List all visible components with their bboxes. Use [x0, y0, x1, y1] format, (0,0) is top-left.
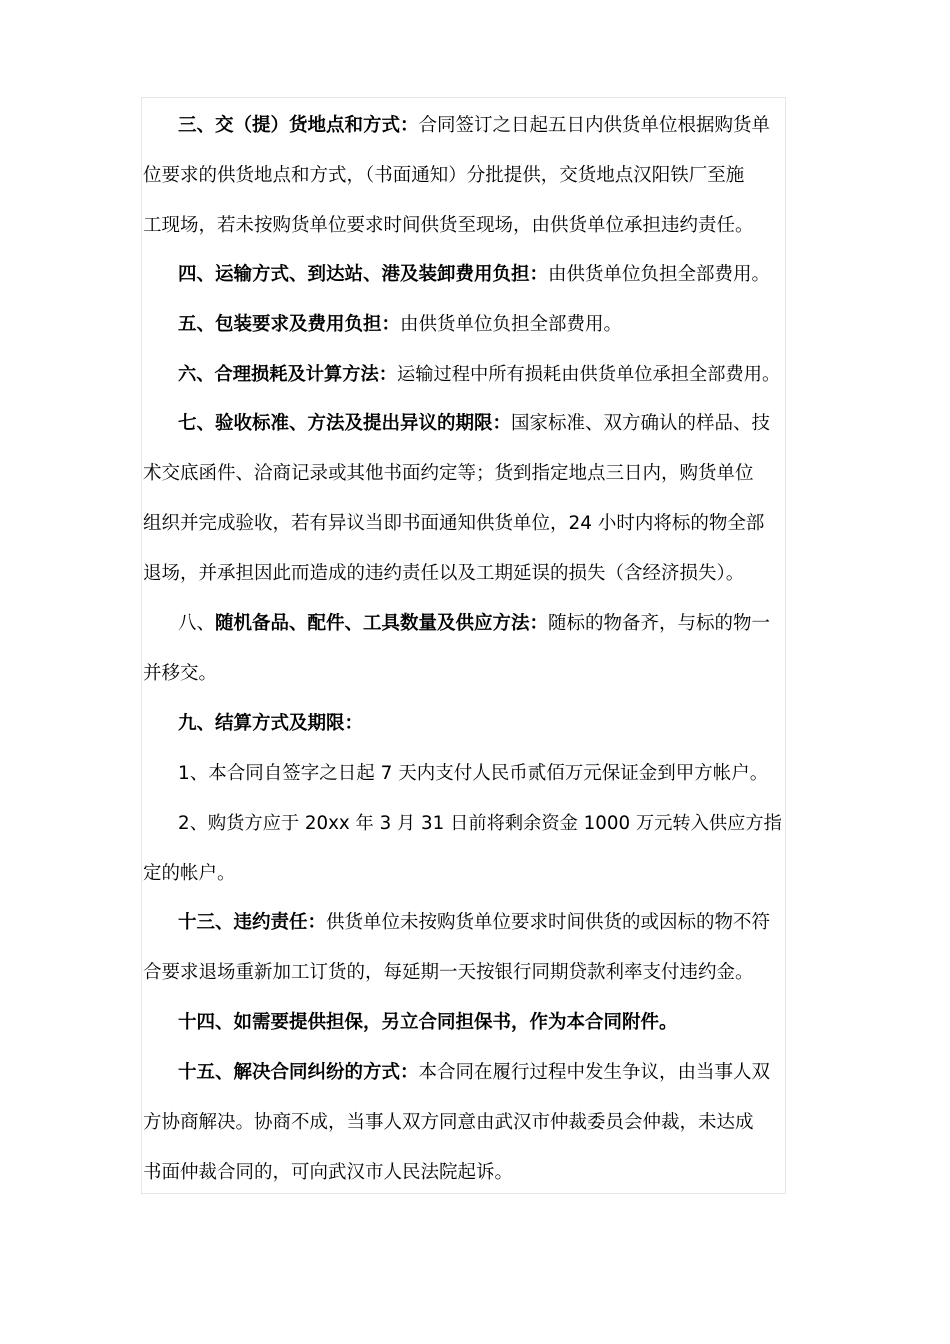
clause-heading: 六、合理损耗及计算方法： [178, 364, 397, 385]
clause-text: 由供货单位负担全部费用。 [400, 314, 623, 335]
clause-text: 运输过程中所有损耗由供货单位承担全部费用。 [397, 364, 781, 385]
clause-heading: 十四、如需要提供担保，另立合同担保书，作为本合同附件。 [178, 1012, 678, 1033]
text-line [143, 162, 744, 190]
clause-text: 方协商解决。协商不成，当事人双方同意由武汉市仲裁委员会仲裁，未达成 [143, 1112, 754, 1133]
clause-text: 由供货单位负担全部费用。 [548, 264, 771, 285]
text-line [143, 311, 622, 339]
clause-text: 本合同在履行过程中发生争议，由当事人双 [418, 1062, 771, 1083]
clause-text: 退场，并承担因此而造成的违约责任以及工期延误的损失（含经济损失）。 [143, 563, 745, 584]
line-prefix: 八、 [178, 613, 216, 634]
clause-text: 国家标准、双方确认的样品、技 [511, 413, 771, 434]
text-line [143, 361, 780, 389]
clause-heading: 三、交（提）货地点和方式： [178, 115, 419, 136]
clause-text: 工现场，若未按购货单位要求时间供货至现场，由供货单位承担违约责任。 [143, 215, 754, 236]
text-line [143, 212, 754, 240]
clause-text: 2、购货方应于 20xx 年 3 月 31 日前将剩余资金 1000 万元转入供应方指 [178, 813, 782, 834]
clause-text: 随标的物备齐，与标的物一 [548, 613, 771, 634]
text-line [143, 610, 770, 638]
clause-heading: 七、验收标准、方法及提出异议的期限： [178, 413, 512, 434]
text-line [143, 1159, 513, 1187]
text-line [143, 460, 754, 488]
text-line [143, 760, 768, 788]
text-line [143, 860, 236, 888]
clause-heading: 随机备品、配件、工具数量及供应方法： [215, 613, 549, 634]
text-line [143, 1059, 770, 1087]
text-line [143, 710, 363, 738]
clause-heading: 十五、解决合同纠纷的方式： [178, 1062, 419, 1083]
clause-text: 定的帐户。 [143, 863, 236, 884]
text-line [143, 261, 770, 289]
text-line [143, 410, 770, 438]
clause-text: 术交底函件、洽商记录或其他书面约定等；货到指定地点三日内，购货单位 [143, 463, 754, 484]
clause-text: 供货单位未按购货单位要求时间供货的或因标的物不符 [326, 912, 771, 933]
clause-heading: 四、运输方式、到达站、港及装卸费用负担： [178, 264, 549, 285]
clause-heading: 十三、违约责任： [178, 912, 327, 933]
clause-text: 位要求的供货地点和方式，（书面通知）分批提供，交货地点汉阳铁厂至施 [143, 165, 745, 186]
text-line [143, 959, 754, 987]
text-line [143, 909, 770, 937]
clause-text: 组织并完成验收，若有异议当即书面通知供货单位，24 小时内将标的物全部 [143, 513, 765, 534]
clause-text: 1、本合同自签字之日起 7 天内支付人民币贰佰万元保证金到甲方帐户。 [178, 763, 769, 784]
text-line [143, 810, 782, 838]
text-line [143, 560, 744, 588]
clause-heading: 九、结算方式及期限： [178, 713, 364, 734]
text-line [143, 660, 217, 688]
clause-text: 书面仲裁合同的，可向武汉市人民法院起诉。 [143, 1162, 514, 1183]
text-line [143, 510, 764, 538]
text-line [143, 112, 770, 140]
text-line [143, 1109, 754, 1137]
clause-text: 合要求退场重新加工订货的，每延期一天按银行同期贷款利率支付违约金。 [143, 962, 754, 983]
clause-text: 合同签订之日起五日内供货单位根据购货单 [418, 115, 771, 136]
clause-heading: 五、包装要求及费用负担： [178, 314, 401, 335]
text-line [143, 1009, 678, 1037]
clause-text: 并移交。 [143, 663, 218, 684]
